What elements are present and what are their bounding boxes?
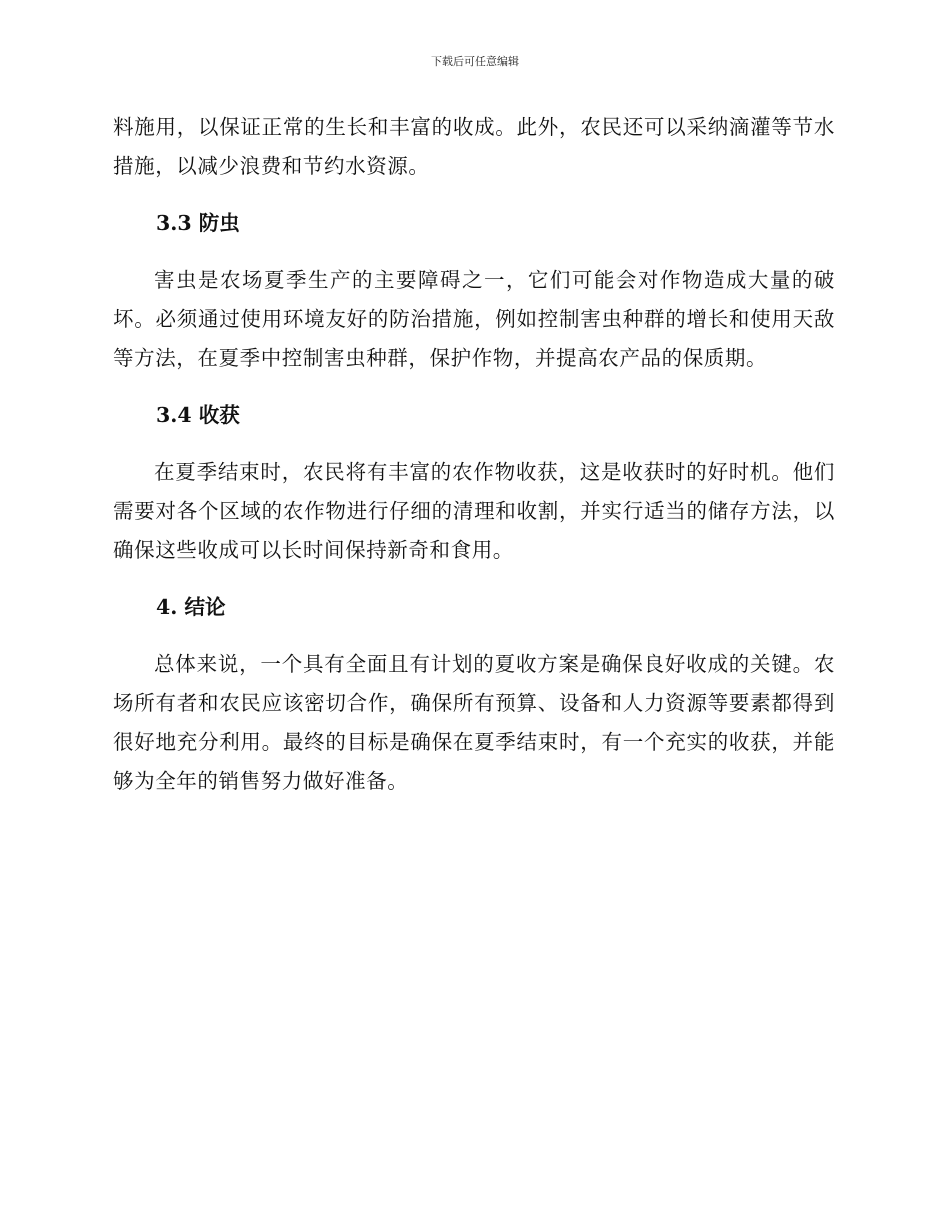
section-heading-3-4: 3.4 收获 — [156, 403, 240, 427]
paragraph-harvest: 在夏季结束时，农民将有丰富的农作物收获，这是收获时的好时机。他们需要对各个区域的农作物进行仔细的清理和收割，并实行适当的储存方法，以确保这些收成可以长时间保持新奇和食用。 — [113, 460, 835, 562]
section-heading-4: 4. 结论 — [156, 595, 226, 619]
paragraph-conclusion: 总体来说，一个具有全面且有计划的夏收方案是确保良好收成的关键。农场所有者和农民应该密切合作，确保所有预算、设备和人力资源等要素都得到很好地充分利用。最终的目标是确保在夏季结束时，有一个充实的收获，并能够为全年的销售努力做好准备。 — [113, 652, 835, 793]
paragraph-pest-control: 害虫是农场夏季生产的主要障碍之一，它们可能会对作物造成大量的破坏。必须通过使用环境友好的防治措施，例如控制害虫种群的增长和使用天敌等方法，在夏季中控制害虫种群，保护作物，并提高农产品的保质期。 — [113, 268, 835, 370]
paragraph-intro-continuation: 料施用，以保证正常的生长和丰富的收成。此外，农民还可以采纳滴灌等节水措施，以减少浪费和节约水资源。 — [113, 115, 835, 178]
page-header-note: 下载后可任意编辑 — [431, 55, 519, 68]
section-heading-3-3: 3.3 防虫 — [156, 211, 240, 235]
document-body — [113, 108, 835, 801]
